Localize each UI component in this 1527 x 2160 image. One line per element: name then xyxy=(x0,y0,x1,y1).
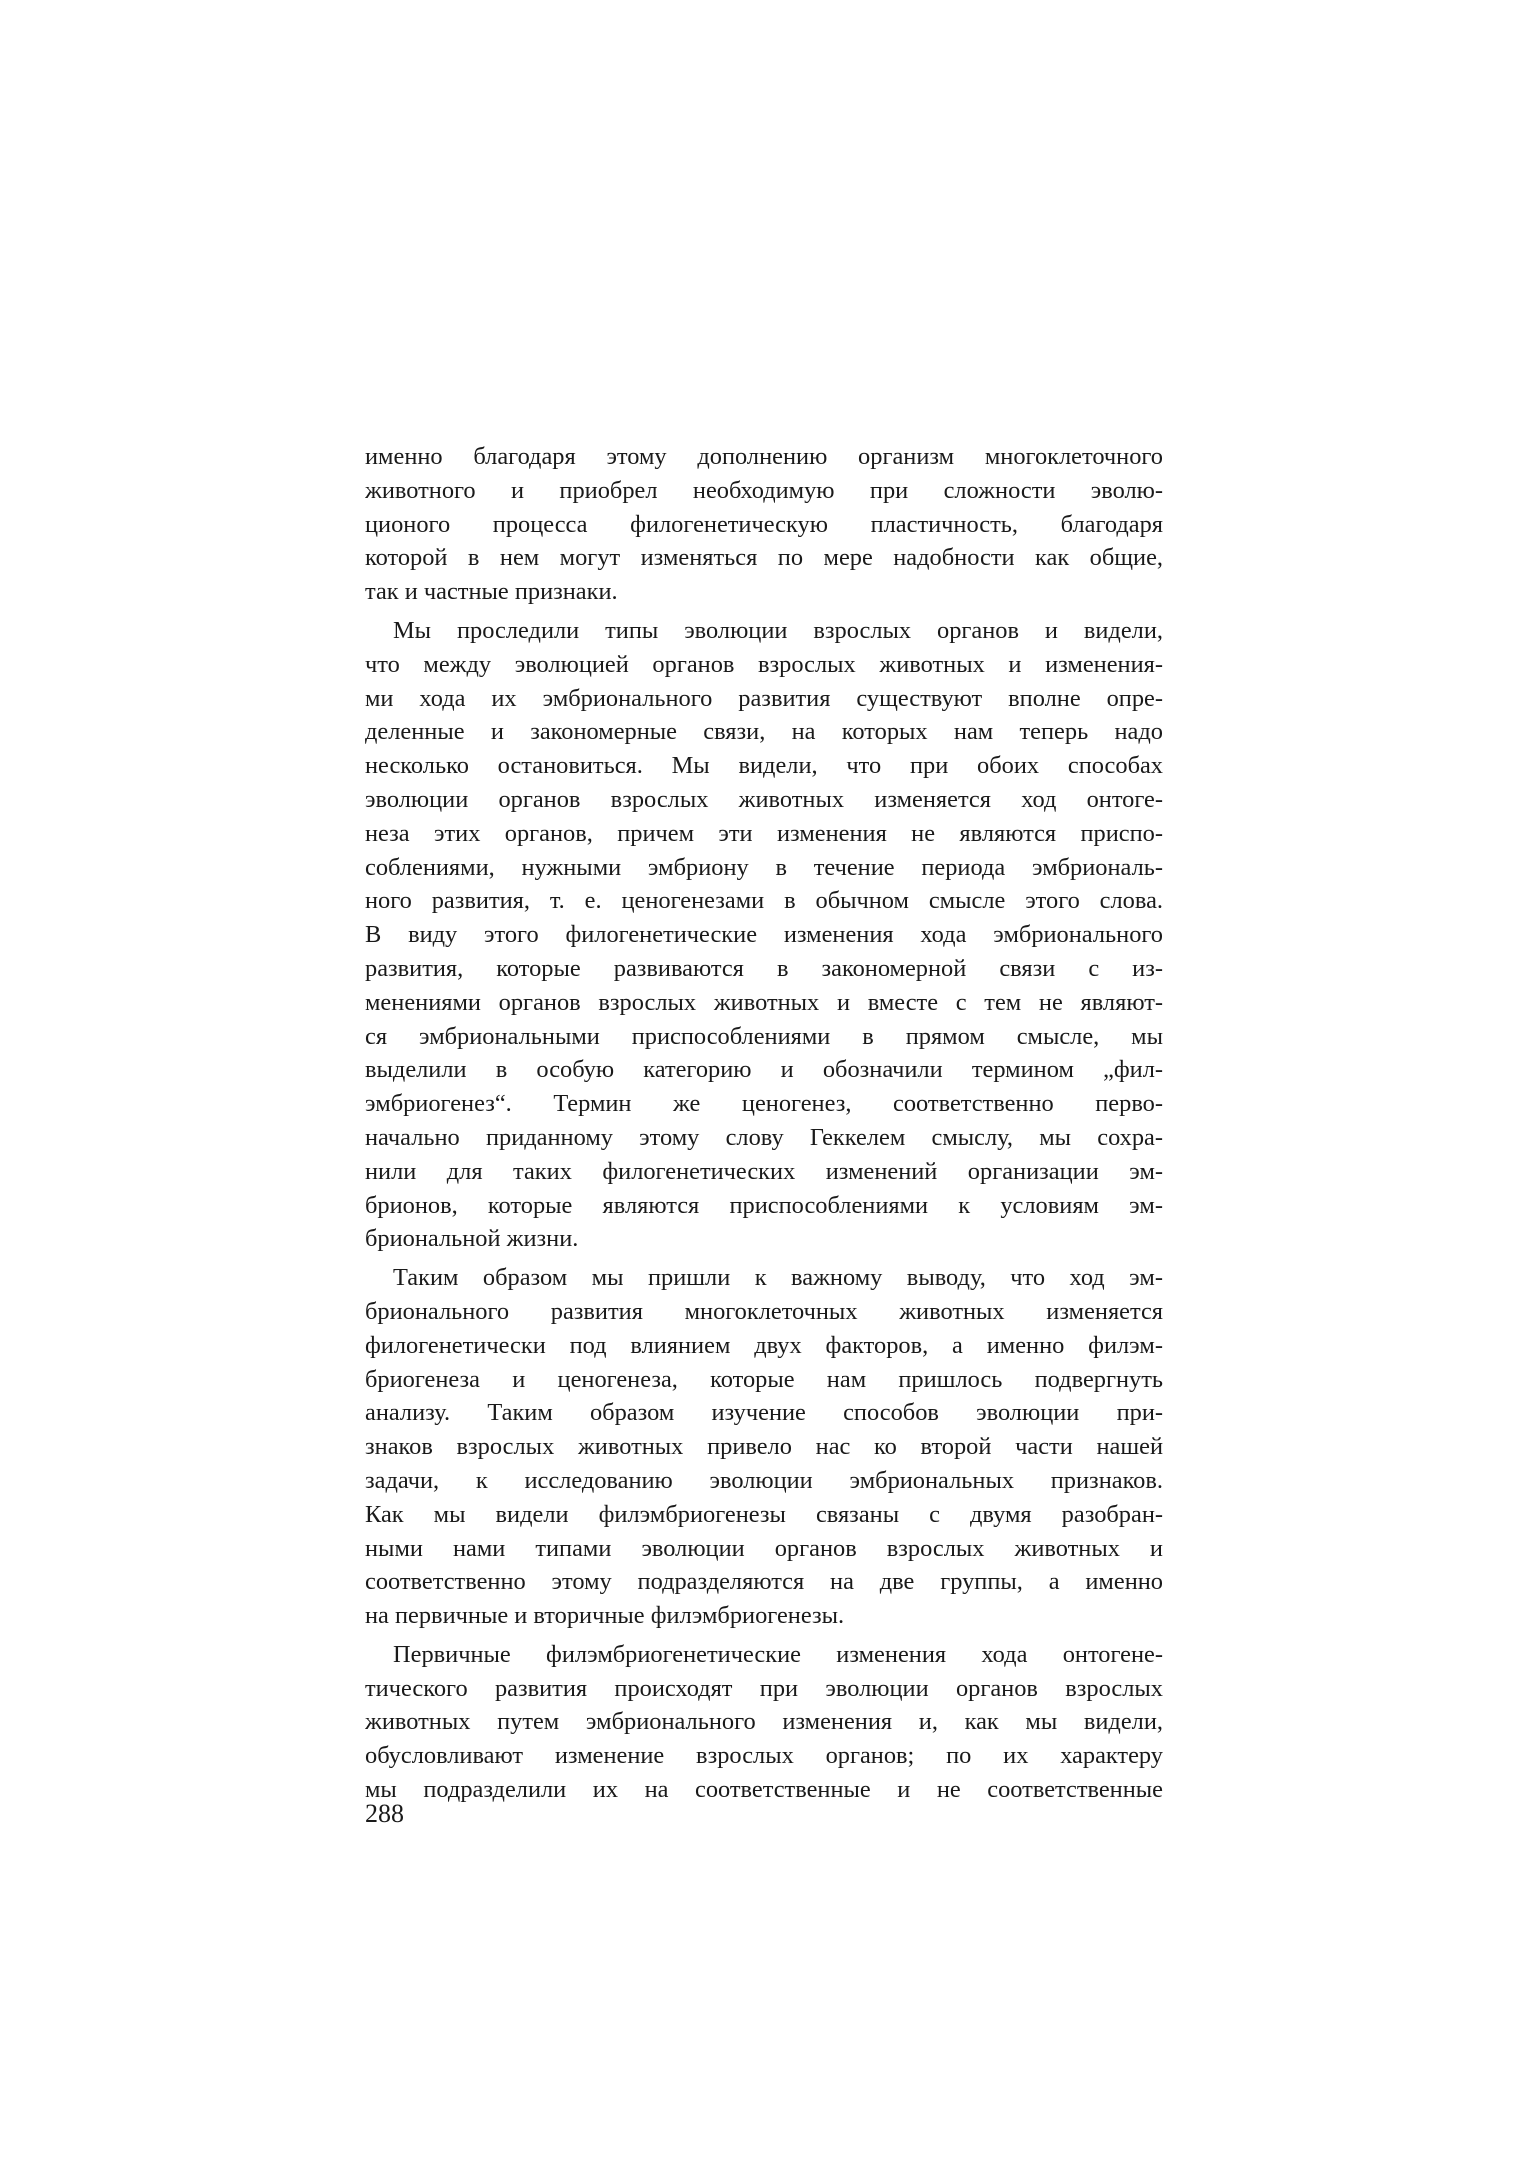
text-line: тического развития происходят при эволюции органов взрослых xyxy=(365,1674,1163,1702)
text-line: соответственно этому подразделяются на две группы, а именно xyxy=(365,1568,1163,1596)
text-line: которой в нем могут изменяться по мере надобности как общие, xyxy=(365,544,1163,572)
text-line: бриогенеза и ценогенеза, которые нам пришлось подвергнуть xyxy=(365,1365,1163,1393)
text-line: животного и приобрел необходимую при сложности эволю- xyxy=(365,476,1163,504)
text-line: выделили в особую категорию и обозначили термином „фил- xyxy=(365,1056,1163,1084)
page-number: 288 xyxy=(365,1799,404,1828)
text-line: задачи, к исследованию эволюции эмбриональных признаков. xyxy=(365,1466,1163,1494)
body-text xyxy=(365,440,1163,1807)
text-line: деленные и закономерные связи, на которых нам теперь надо xyxy=(365,718,1163,746)
text-line: развития, которые развиваются в закономерной связи с из- xyxy=(365,954,1163,982)
text-line: мы подразделили их на соответственные и не соответственные xyxy=(365,1776,1163,1804)
text-line: так и частные признаки. xyxy=(365,578,618,606)
text-line: Мы проследили типы эволюции взрослых органов и видели, xyxy=(393,616,1163,644)
text-line: Первичные филэмбриогенетические изменения хода онтогене- xyxy=(393,1640,1163,1668)
text-line: именно благодаря этому дополнению организм многоклеточного xyxy=(365,443,1163,470)
text-line: брионального развития многоклеточных животных изменяется xyxy=(365,1297,1163,1325)
text-line: филогенетически под влиянием двух факторов, а именно филэм- xyxy=(365,1331,1163,1359)
text-line: животных путем эмбрионального изменения и, как мы видели, xyxy=(365,1708,1163,1736)
text-line: нили для таких филогенетических изменений организации эм- xyxy=(365,1157,1163,1185)
text-line: анализу. Таким образом изучение способов эволюции при- xyxy=(365,1399,1163,1427)
text-line: менениями органов взрослых животных и вместе с тем не являют- xyxy=(365,988,1163,1016)
text-line: ми хода их эмбрионального развития существуют вполне опре- xyxy=(365,684,1163,712)
text-line: ного развития, т. е. ценогенезами в обычном смысле этого слова. xyxy=(365,887,1163,915)
text-line: Как мы видели филэмбриогенезы связаны с двумя разобран- xyxy=(365,1500,1163,1528)
text-line: неза этих органов, причем эти изменения не являются приспо- xyxy=(365,819,1163,847)
paragraph-4 xyxy=(365,1638,1163,1807)
text-line: что между эволюцией органов взрослых животных и изменения- xyxy=(365,650,1163,678)
text-line: Таким образом мы пришли к важному выводу, что ход эм- xyxy=(393,1264,1163,1292)
text-line: несколько остановиться. Мы видели, что при обоих способах xyxy=(365,752,1163,780)
text-line: эволюции органов взрослых животных изменяется ход онтоге- xyxy=(365,785,1163,813)
text-line: ся эмбриональными приспособлениями в прямом смысле, мы xyxy=(365,1022,1163,1050)
text-line: начально приданному этому слову Геккелем смыслу, мы сохра- xyxy=(365,1123,1163,1151)
paragraph-1 xyxy=(365,440,1163,609)
text-line: эмбриогенез“. Термин же ценогенез, соответственно перво- xyxy=(365,1090,1163,1118)
text-line: знаков взрослых животных привело нас ко второй части нашей xyxy=(365,1433,1163,1461)
paragraph-2 xyxy=(365,614,1163,1256)
text-line: ными нами типами эволюции органов взрослых животных и xyxy=(365,1534,1163,1562)
text-line: В виду этого филогенетические изменения хода эмбрионального xyxy=(365,921,1163,949)
text-line: брионов, которые являются приспособлениями к условиям эм- xyxy=(365,1191,1163,1219)
text-line: ционого процесса филогенетическую пластичность, благодаря xyxy=(365,510,1163,538)
text-line: бриональной жизни. xyxy=(365,1225,579,1253)
text-line: на первичные и вторичные филэмбриогенезы. xyxy=(365,1602,845,1630)
paragraph-3 xyxy=(365,1261,1163,1633)
text-line: соблениями, нужными эмбриону в течение периода эмбриональ- xyxy=(365,853,1163,881)
text-line: обусловливают изменение взрослых органов; по их характеру xyxy=(365,1742,1163,1770)
